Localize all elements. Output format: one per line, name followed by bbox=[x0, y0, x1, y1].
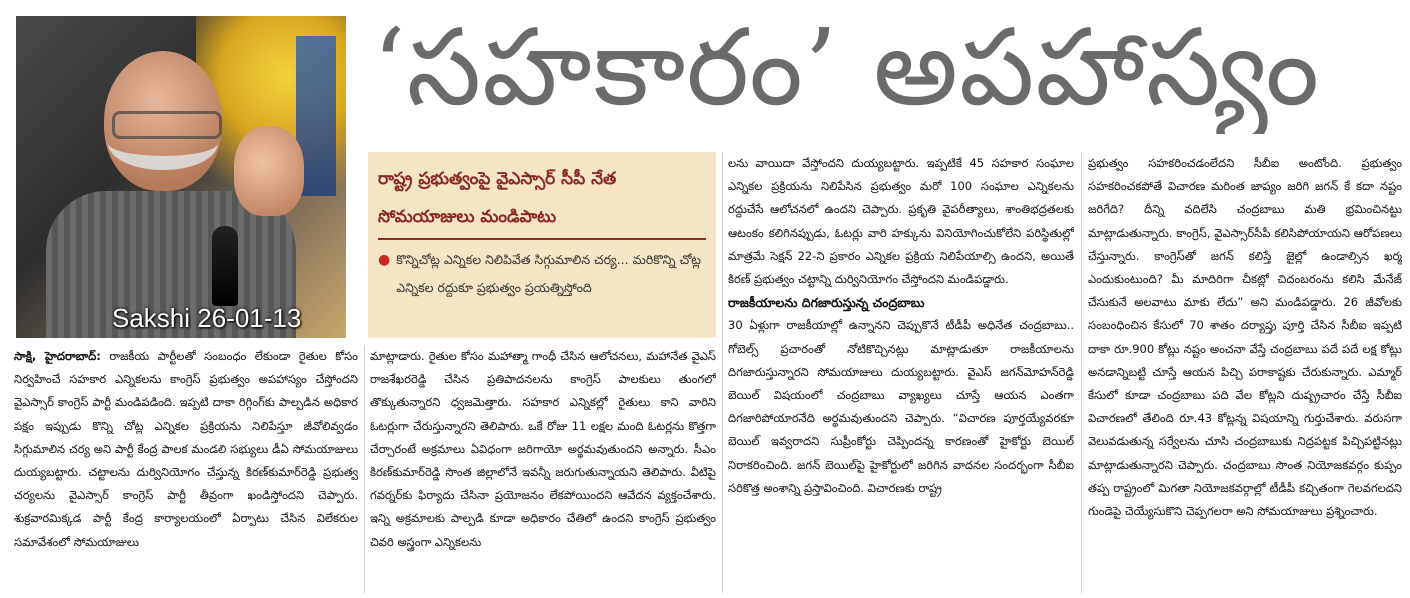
column-divider bbox=[1081, 152, 1082, 593]
dateline: సాక్షి, హైదరాబాద్: bbox=[14, 349, 101, 363]
column-divider bbox=[364, 345, 365, 593]
photo-caption: Sakshi 26-01-13 bbox=[112, 303, 302, 333]
article-paragraph bbox=[14, 345, 358, 554]
photo-somayajulu bbox=[16, 16, 346, 338]
article-column-3 bbox=[728, 152, 1074, 593]
article-text: మాట్లాడారు. రైతుల కోసం మహాత్మా గాంధీ చేసిన ఆలోచనలు, మహానేత వైఎస్ రాజశేఖరరెడ్డి చేసిన ప్రతిపాదనలను కాంగ్రెస్ పాలకులు తుంగలో తొక్కుతున్నారని ధ్వజమెత్తారు. సహకార ఎన్నికల్లో రైతులు కాని వారిని ఓటర్లుగా చేరుస్తున్నారని తెలిపారు. ఒకే రోజు 11 లక్షల మంది ఓటర్లను కొత్తగా చేర్చారంటే అక్రమాలు ఏవిధంగా జరిగాయో అర్థమవుతుందని అన్నారు. సీఎం కిరణ్‌కుమార్‌రెడ్డి సొంత జిల్లాలోనే ఇవన్నీ జరుగుతున్నాయని తెలిపారు. వీటిపై గవర్నర్‌కు ఫిర్యాదు చేసినా ప్రయోజనం లేకపోయిందని ఆవేదన వ్యక్తంచేశారు. ఇన్ని అక్రమాలకు పాల్పడి కూడా అధికారం చేతిలో ఉందని కాంగ్రెస్ ప్రభుత్వం చివరి అస్త్రంగా ఎన్నికలను bbox=[370, 349, 716, 549]
subhead-point bbox=[378, 246, 706, 302]
subhead-title: రాష్ట్ర ప్రభుత్వంపై వైఎస్సార్ సీపీ నేత సోమయాజులు మండిపాటు bbox=[378, 160, 706, 240]
article-column-4 bbox=[1088, 152, 1402, 593]
article-text: ప్రభుత్వం సహకరించడంలేదని సీబీఐ అంటోంది. ప్రభుత్వం సహకరించకపోతే విచారణ మరింత జాప్యం జరిగి జగన్ కే కదా నష్టం జరిగేది? దీన్ని వదిలేసి చంద్రబాబు మతి భ్రమించినట్టు మాట్లాడుతున్నారు. కాంగ్రెస్, వైఎస్సార్‌సీపీ కలిసిపోయాయని ఆరోపణలు చేస్తున్నారు. కాంగ్రెస్‌తో జగన్ కలిస్తే జైల్లో ఉండాల్సిన ఖర్మ ఎందుకుంటుంది? మీ మాదిరిగా చీకట్లో చిదంబరంను కలిసి మేనేజ్ చేసుకునే అలవాటు మాకు లేదు” అని మండిపడ్డారు. 26 జీవోలకు సంబంధించిన కేసులో 70 శాతం దర్యాప్తు పూర్తి చేసిన సీబీఐ ఇప్పటి దాకా రూ.900 కోట్లు నష్టం అంచనా వేస్తే చంద్రబాబు పదే పదే లక్ష కోట్లు అనడాన్నిబట్టి చూస్తే ఆయన పిచ్చి పరాకాష్టకు చేరుకున్నారు. ఎమ్మార్ కేసులో కూడా చంద్రబాబు పది వేల కోట్లని దుష్ప్రచారం చేస్తే సీబీఐ విచారణలో తేలింది రూ.43 కోట్లన్న విషయాన్ని గుర్తుచేశారు. వరుసగా వెలువడుతున్న సర్వేలను చూసి చంద్రబాబుకు నిద్రపట్టక పిచ్చిపట్టినట్లు మాట్లాడుతున్నారని చెప్పారు. చంద్రబాబు సొంత నియోజకవర్గం కుప్పం తప్ప రాష్ట్రంలో మిగతా నియోజకవర్గాల్లో టీడీపీ కచ్చితంగా గెలవగలదని గుండెపై చెయ్యేసుకొని చెప్పగలరా అని సోమయాజులు ప్రశ్నించారు. bbox=[1088, 156, 1402, 519]
article-text: 30 ఏళ్లుగా రాజకీయాల్లో ఉన్నానని చెప్పుకొనే టీడీపీ అధినేత చంద్రబాబు.. గోబెల్స్ ప్రచారంతో నోటికొచ్చినట్లు మాట్లాడుతూ రాజకీయాలను దిగజారుస్తున్నారని సోమయాజులు దుయ్యబట్టారు. వైఎస్ జగన్‌మోహన్‌రెడ్డి బెయిల్ విషయంలో చంద్రబాబు వ్యాఖ్యలు చూస్తే ఆయన ఎంతగా దిగజారిపోయారనేది అర్థమవుతుందని చెప్పారు. “విచారణ పూర్తయ్యేవరకూ బెయిల్ ఇవ్వరాదని సుప్రీంకోర్టు చెప్పిందన్న కారణంతో హైకోర్టు బెయిల్ నిరాకరించింది. జగన్ బెయిల్‌పై హైకోర్టులో జరిగిన వాదనల సందర్భంగా సీబీఐ సరికొత్త అంశాన్ని ప్రస్తావించింది. విచారణకు రాష్ట్ర bbox=[728, 318, 1074, 495]
article-column-2 bbox=[370, 345, 716, 593]
headline: ‘సహకారం’ అపహాస్యం bbox=[372, 6, 1321, 129]
microphone-icon bbox=[212, 226, 238, 306]
subhead-point-text: కొన్నిచోట్ల ఎన్నికల నిలిపివేత సిగ్గుమాలిన చర్య... మరికొన్ని చోట్ల ఎన్నికల రద్దుకూ ప్రభుత్వం ప్రయత్నిస్తోంది bbox=[396, 252, 701, 295]
section-heading: రాజకీయాలను దిగజారుస్తున్న చంద్రబాబు bbox=[728, 295, 925, 311]
article-column-1 bbox=[14, 345, 358, 593]
article-text: లను వాయిదా వేస్తోందని దుయ్యబట్టారు. ఇప్పటికే 45 సహకార సంఘాల ఎన్నికల ప్రక్రియను నిలిపేసిన ప్రభుత్వం మరో 100 సంఘాల ఎన్నికలను రద్దుచేసే ఆలోచనలో ఉందని చెప్పారు. ప్రకృతి వైపరీత్యాలు, శాంతిభద్రతలకు ఆటంకం కలిగినప్పుడు, ఓటర్లు వారి హక్కును వినియోగించుకోలేని పరిస్థితుల్లో మాత్రమే సెక్షన్ 22-ని ప్రకారం ఎన్నికల ప్రక్రియ నిలిపేయాల్సి ఉందని, అయితే కిరణ్ ప్రభుత్వం చట్టాన్ని దుర్వినియోగం చేస్తోందని మండిపడ్డారు. bbox=[728, 156, 1074, 287]
article-text: రాజకీయ పార్టీలతో సంబంధం లేకుండా రైతుల కోసం నిర్వహించే సహకార ఎన్నికలను కాంగ్రెస్ ప్రభుత్వం అపహాస్యం చేస్తోందని వైఎస్సార్ కాంగ్రెస్ పార్టీ మండిపడింది. ఇప్పటి దాకా రిగ్గింగ్‌కు పాల్పడిన అధికార పక్షం ఇప్పుడు కొన్ని చోట్ల ఎన్నికల ప్రక్రియను నిలిపేస్తూ జీవోలివ్వడం సిగ్గుమాలిన చర్య అని పార్టీ కేంద్ర పాలక మండలి సభ్యులు డీఏ సోమయాజులు దుయ్యబట్టారు. చట్టాలను దుర్వినియోగం చేస్తున్న కిరణ్‌కుమార్‌రెడ్డి ప్రభుత్వ చర్యలను వైఎస్సార్ కాంగ్రెస్ పార్టీ తీవ్రంగా ఖండిస్తోందని చెప్పారు. శుక్రవారమిక్కడ పార్టీ కేంద్ర కార్యాలయంలో ఏర్పాటు చేసిన విలేకరుల సమావేశంలో సోమయాజులు bbox=[14, 349, 358, 549]
column-divider bbox=[722, 152, 723, 593]
subhead-box bbox=[368, 152, 716, 338]
photo-beard bbox=[108, 116, 218, 170]
photo-hand bbox=[234, 126, 304, 216]
bullet-icon: ● bbox=[378, 252, 391, 268]
